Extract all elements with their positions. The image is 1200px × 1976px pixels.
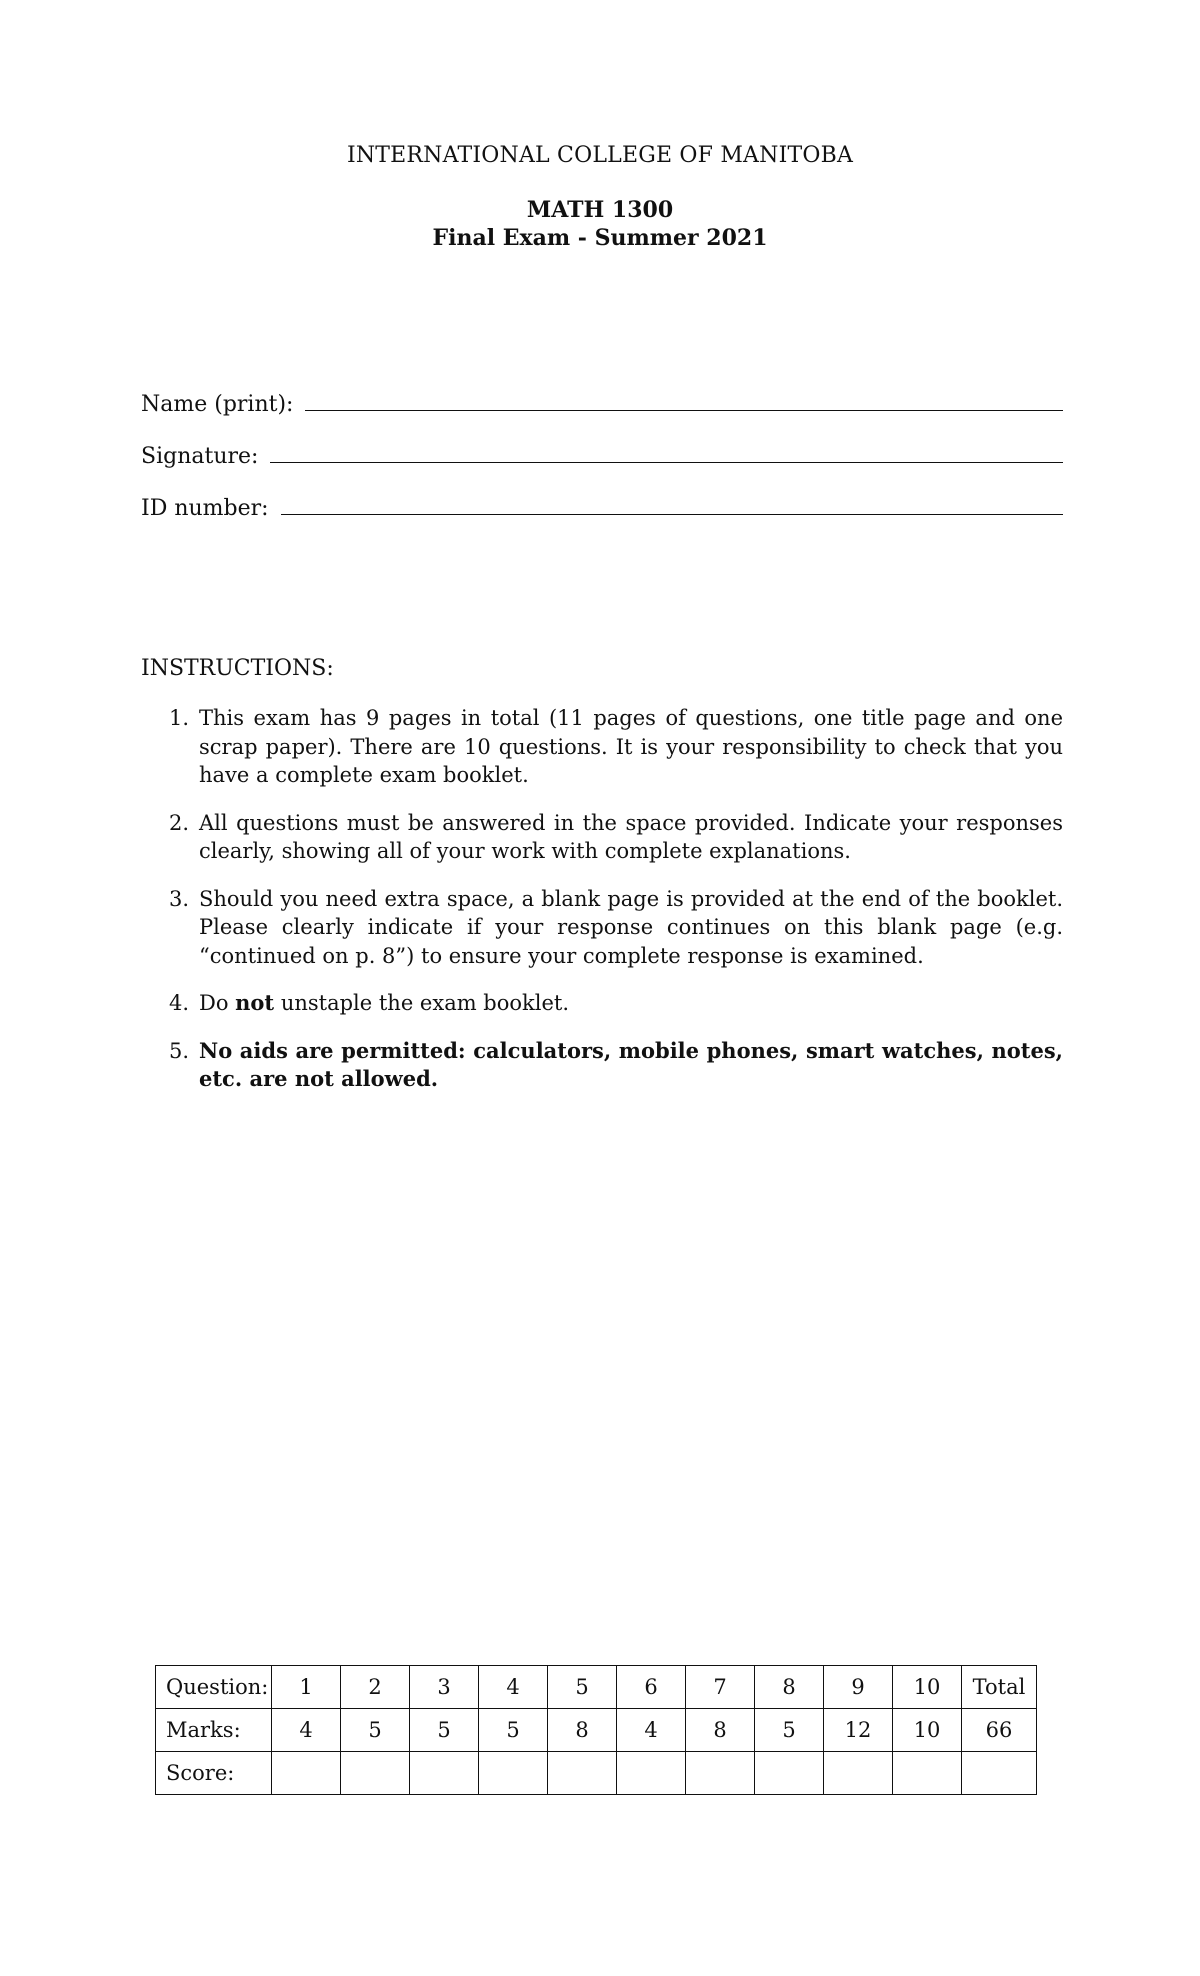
instruction-text: This exam has 9 pages in total (11 pages of questions, one title page and one scrap paper). There are 10 questions. It is your responsibility to check that you have a complete exam booklet. [199, 706, 1063, 787]
id-number-label: ID number: [141, 496, 269, 521]
question-row [156, 1666, 1037, 1709]
question-cell: 10 [893, 1666, 962, 1709]
instruction-item [141, 1037, 1063, 1094]
marks-cell: 12 [824, 1709, 893, 1752]
score-cell[interactable] [755, 1752, 824, 1795]
college-name: INTERNATIONAL COLLEGE OF MANITOBA [346, 143, 854, 168]
question-cell: 7 [686, 1666, 755, 1709]
instruction-text-bold: not [235, 990, 275, 1015]
score-cell[interactable] [479, 1752, 548, 1795]
instruction-number: 4. [169, 991, 190, 1015]
instruction-text: Should you need extra space, a blank page is provided at the end of the booklet. Please clearly indicate if your response continues on this blank page (e.g. “continued on p. 8”) to ensure your complete response is examined. [199, 886, 1063, 968]
name-label: Name (print): [141, 392, 294, 417]
question-cell: 3 [410, 1666, 479, 1709]
instruction-text-pre: Do [199, 991, 236, 1015]
id-number-line[interactable] [281, 492, 1063, 515]
score-row [156, 1752, 1037, 1795]
marks-total-cell: 66 [962, 1709, 1037, 1752]
instruction-number: 2. [169, 810, 190, 835]
question-cell: 6 [617, 1666, 686, 1709]
name-field[interactable] [141, 388, 1063, 417]
score-cell[interactable] [341, 1752, 410, 1795]
instruction-item [141, 989, 1063, 1018]
instructions-list [141, 704, 1063, 1113]
instruction-text: All questions must be answered in the space provided. Indicate your responses clearly, showing all of your work with complete explanations. [199, 810, 1063, 863]
question-cell: 4 [479, 1666, 548, 1709]
question-row-label: Question: [156, 1666, 272, 1709]
marks-cell: 8 [686, 1709, 755, 1752]
signature-label: Signature: [141, 444, 259, 469]
course-code: MATH 1300 [526, 197, 674, 223]
id-number-field[interactable] [141, 492, 1063, 521]
score-cell[interactable] [410, 1752, 479, 1795]
score-total-cell[interactable] [962, 1752, 1037, 1795]
score-cell[interactable] [686, 1752, 755, 1795]
score-cell[interactable] [272, 1752, 341, 1795]
marks-cell: 4 [617, 1709, 686, 1752]
question-cell: 9 [824, 1666, 893, 1709]
signature-field[interactable] [141, 440, 1063, 469]
question-cell: 5 [548, 1666, 617, 1709]
score-cell[interactable] [548, 1752, 617, 1795]
marks-table [155, 1665, 1037, 1795]
signature-line[interactable] [270, 440, 1063, 463]
score-row-label: Score: [156, 1752, 272, 1795]
question-total-cell: Total [962, 1666, 1037, 1709]
instruction-item [141, 809, 1063, 866]
instruction-item [141, 704, 1063, 790]
marks-cell: 4 [272, 1709, 341, 1752]
question-cell: 1 [272, 1666, 341, 1709]
instruction-item [141, 885, 1063, 971]
exam-title: Final Exam - Summer 2021 [432, 225, 768, 251]
instruction-text-post: unstaple the exam booklet. [274, 991, 570, 1015]
marks-cell: 5 [479, 1709, 548, 1752]
marks-row [156, 1709, 1037, 1752]
instruction-number: 5. [169, 1038, 190, 1063]
question-cell: 8 [755, 1666, 824, 1709]
name-line[interactable] [305, 388, 1063, 411]
marks-cell: 5 [341, 1709, 410, 1752]
marks-cell: 8 [548, 1709, 617, 1752]
marks-row-label: Marks: [156, 1709, 272, 1752]
score-cell[interactable] [893, 1752, 962, 1795]
marks-cell: 10 [893, 1709, 962, 1752]
instruction-number: 3. [169, 886, 190, 911]
instruction-text: No aids are permitted: calculators, mobile phones, smart watches, notes, etc. are not allowed. [199, 1037, 1063, 1091]
instruction-number: 1. [169, 706, 190, 730]
marks-cell: 5 [410, 1709, 479, 1752]
instructions-heading: INSTRUCTIONS: [141, 656, 334, 681]
question-cell: 2 [341, 1666, 410, 1709]
score-cell[interactable] [617, 1752, 686, 1795]
score-cell[interactable] [824, 1752, 893, 1795]
marks-cell: 5 [755, 1709, 824, 1752]
